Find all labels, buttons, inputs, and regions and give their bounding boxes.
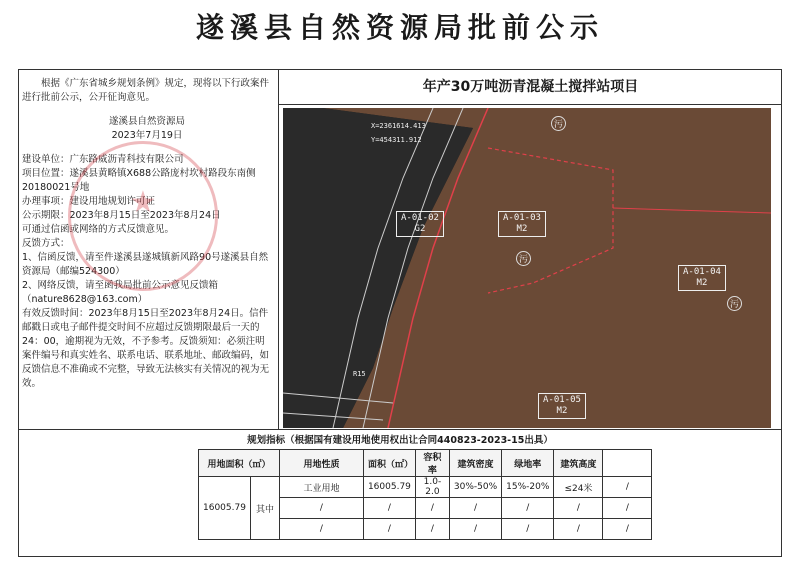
header-cell: 绿地率 [502,450,554,477]
table-cell: / [502,519,554,540]
header-cell: 面积（㎡） [363,450,415,477]
coord-y-label: Y=454311.912 [371,136,422,144]
feedback-validity: 有效反馈时间：2023年8月15日至2023年8月24日。信件邮戳日或电子邮件提交时间不应超过反馈期限最后一天的24：00，逾期视为无效，不予参考。反馈须知：必须注明案件编号和真实姓名、联系电话、联系地址、邮政编码，如反馈信息不准确或不完整，导致无法核实有关情况的视为无效。 [22,308,270,389]
feedback-letter: 1、信函反馈，请至件遂溪县遂城镇新风路90号遂溪县自然资源局（邮编524300） [22,252,269,277]
table-row [199,477,652,498]
notice-text-column [18,69,279,429]
indicators-section [18,429,782,557]
table-cell: / [603,498,652,519]
table-cell: 16005.79 [363,477,415,498]
project-title: 年产30万吨沥青混凝土搅拌站项目 [279,69,782,105]
parcel-a-01-03 [498,211,546,237]
table-cell: / [502,498,554,519]
parcel-use: M2 [696,278,708,288]
table-cell: 15%-20% [502,477,554,498]
header-cell: 建筑高度 [554,450,603,477]
pollution-mark: 污 [551,116,566,131]
table-cell: / [279,519,363,540]
official-seal: ★ [68,141,218,291]
table-cell: / [603,519,652,540]
indicators-table [198,449,652,540]
table-cell: 工业用地 [279,477,363,498]
total-area-cell: 16005.79 [199,477,251,540]
table-cell: / [363,498,415,519]
extra-cell [603,450,652,477]
parcel-code: A-01-05 [543,395,581,405]
parcel-code: A-01-03 [503,213,541,223]
parcel-a-01-05 [538,393,586,419]
notice-method: 可通过信函或网络的方式反馈意见。 [22,224,175,235]
coord-x-label: X=2361614.413 [371,122,426,130]
table-cell: / [449,519,501,540]
parcel-use: G2 [414,224,426,234]
notice-field-period: 公示期限：2023年8月15日至2023年8月24日 [22,210,221,221]
table-cell: 1.0-2.0 [415,477,449,498]
notice-issue-date: 2023年7月19日 [111,130,183,141]
notice-intro: 根据《广东省城乡规划条例》规定，现将以下行政案件进行批前公示，公开征询意见。 [22,78,270,103]
table-cell: / [449,498,501,519]
page-title: 遂溪县自然资源局批前公示 [195,11,604,44]
table-cell: / [415,498,449,519]
table-cell: 30%-50% [449,477,501,498]
parcel-a-01-04 [678,265,726,291]
parcel-use: M2 [516,224,528,234]
header-cell: 建筑密度 [449,450,501,477]
feedback-heading: 反馈方式： [22,238,70,249]
site-plan-map [283,108,771,428]
feedback-online: 2、网络反馈，请至函我局批前公示意见反馈箱（nature8628@163.com） [22,280,219,305]
notice-issuer: 遂溪县自然资源局 [108,116,185,127]
notice-field-location: 项目位置：遂溪县黄略镇X688公路庞村坎村路段东南侧20180021号地 [22,168,256,193]
parcel-a-01-02 [396,211,444,237]
header-cell: 用地性质 [279,450,363,477]
table-cell: ≤24米 [554,477,603,498]
road-label: R15 [353,370,366,378]
table-header-row [199,450,652,477]
parcel-code: A-01-02 [401,213,439,223]
indicators-title: 规划指标（根据国有建设用地使用权出让合同440823-2023-15出具） [247,435,553,446]
of-which-cell: 其中 [250,477,279,540]
pollution-mark: 污 [516,251,531,266]
table-cell: / [554,519,603,540]
table-cell: / [279,498,363,519]
pollution-mark: 污 [727,296,742,311]
table-cell: / [363,519,415,540]
header-cell: 用地面积（㎡） [199,450,280,477]
parcel-use: M2 [556,406,568,416]
table-cell: / [603,477,652,498]
parcel-code: A-01-04 [683,267,721,277]
header-cell: 容积率 [415,450,449,477]
notice-field-builder: 建设单位：广东路威沥青科技有限公司 [22,154,184,165]
table-cell: / [554,498,603,519]
notice-field-matter: 办理事项：建设用地规划许可证 [22,196,156,207]
table-cell: / [415,519,449,540]
